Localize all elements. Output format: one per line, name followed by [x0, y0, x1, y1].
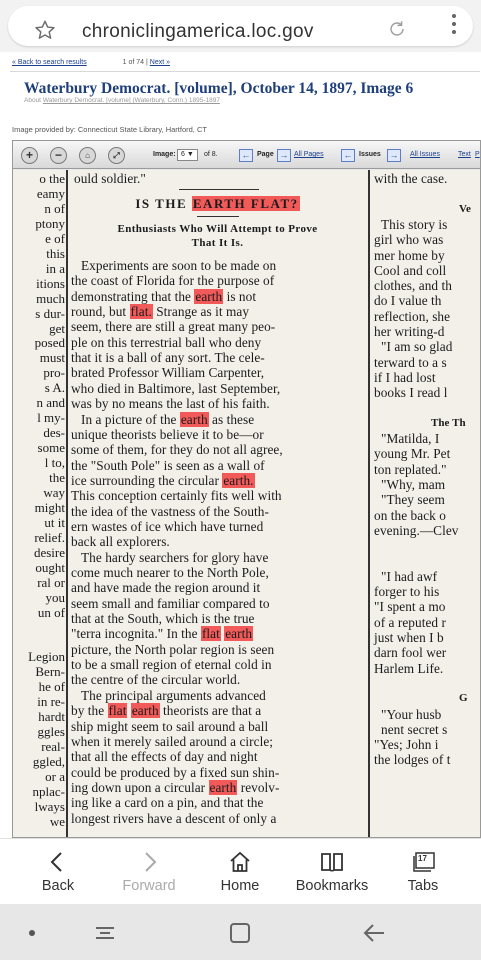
article-subheadline-2: That It Is.	[191, 237, 244, 249]
image-label: Image:	[153, 151, 176, 158]
right-column-line: her writing-d	[374, 324, 445, 339]
article-line: was by no means the last of his faith.	[71, 396, 270, 412]
left-column-line: might	[34, 499, 65, 515]
left-column-line: nplac-	[32, 783, 65, 799]
right-column-line: darn fool wer	[374, 645, 447, 661]
highlighted-term: earth	[225, 626, 253, 642]
right-column-line: This story is	[381, 216, 448, 232]
highlighted-term: earth	[195, 288, 223, 304]
back-arrow-icon	[48, 851, 68, 873]
article-line: The hardy searchers for glory have	[81, 549, 269, 565]
article-column	[69, 170, 366, 838]
left-column-line: must	[39, 350, 65, 366]
reload-icon[interactable]	[386, 18, 408, 40]
fullscreen-icon[interactable]: ⤢	[108, 147, 125, 164]
tab-count: 17	[418, 854, 427, 863]
article-line: The principal arguments advanced	[81, 687, 266, 703]
article-line: the coast of Florida for the purpose of	[71, 273, 275, 289]
left-column-line: we	[49, 813, 65, 829]
left-column-line: e of	[45, 230, 65, 246]
left-column-line: s A.	[44, 380, 65, 396]
right-column-line: on the back o	[374, 507, 446, 523]
left-column-line: n and	[36, 395, 65, 411]
right-column-line: nent secret s	[381, 721, 448, 737]
right-column-line: clothes, and th	[374, 278, 452, 294]
article-line: seem, there are still a great many peo-	[71, 319, 276, 335]
left-column-line: un of	[37, 604, 65, 620]
highlighted-term: flat	[108, 703, 127, 719]
menu-icon[interactable]	[452, 14, 456, 38]
article-line: by the flat earth theorists are that a	[71, 703, 262, 719]
zoom-in-button[interactable]: +	[21, 147, 38, 164]
right-column-line: just when I b	[374, 630, 444, 645]
about-line: About Waterbury Democrat. [volume] (Waterbury, Conn.) 1895-1897	[24, 97, 220, 104]
left-column-line: way	[43, 484, 65, 500]
left-column-line: or a	[45, 769, 65, 784]
article-line: In a picture of the earth as these	[81, 411, 255, 427]
right-column-line: reflection, she	[374, 308, 451, 324]
right-column-line: "I am so glad	[381, 339, 453, 355]
article-line: when it merely sailed around a circle;	[71, 733, 274, 749]
article-line: This conception certainly fits well with	[71, 488, 282, 504]
highlighted-term: EARTH FLAT?	[192, 196, 299, 211]
left-column-line: much	[36, 290, 65, 306]
right-column-line: "Matilda, I	[381, 431, 440, 447]
highlighted-term: earth	[180, 411, 208, 427]
previous-issue-icon[interactable]: ←	[341, 149, 355, 162]
left-column-line: lways	[34, 798, 65, 814]
next-link[interactable]: Next »	[149, 59, 171, 66]
right-column-line: books I read l	[374, 385, 448, 401]
right-column-line: The Th	[431, 416, 466, 429]
result-position: 1 of 74	[122, 59, 145, 66]
left-column-line: hardt	[38, 709, 65, 725]
right-column-line: evening.—Clev	[374, 522, 459, 538]
article-line: ing down upon a circular earth revolv-	[71, 779, 280, 795]
highlighted-term: flat.	[130, 304, 152, 320]
right-column-line: "Your husb	[381, 706, 442, 722]
left-column-line: pro-	[43, 365, 65, 381]
article-line: longest rivers have a descent of only a	[71, 810, 277, 826]
article-line: and have made the region around it	[71, 580, 261, 596]
divider	[179, 189, 259, 190]
back-button[interactable]: Back	[19, 839, 97, 905]
right-column-line: the lodges of t	[374, 752, 451, 768]
left-column-line: des-	[43, 425, 65, 441]
right-column-line: girl who was	[374, 232, 444, 248]
left-column-line: desire	[33, 544, 65, 560]
article-subheadline: Enthusiasts Who Will Attempt to Prove	[117, 223, 318, 235]
article-headline: IS THE EARTH FLAT?	[135, 196, 299, 211]
right-column-line: mer home by	[374, 247, 445, 263]
right-column-line: G	[459, 692, 468, 705]
left-column-line: itions	[36, 275, 65, 291]
article-line: come much nearer to the North Pole,	[71, 565, 269, 580]
viewer-toolbar	[13, 141, 481, 169]
article-line: round, but flat. Strange as it may	[71, 304, 250, 320]
right-column-line: with the case.	[374, 171, 448, 186]
home-button[interactable]: Home	[204, 839, 276, 905]
dot-icon[interactable]	[29, 930, 35, 936]
image-credit: Image provided by: Connecticut State Library, Hartford, CT	[12, 125, 207, 134]
right-column-line: Harlem Life.	[374, 660, 444, 676]
forward-arrow-icon	[139, 851, 159, 873]
article-line: the idea of the vastness of the South-	[71, 503, 269, 519]
right-column-line: "Yes; John i	[374, 737, 439, 753]
bookmarks-button[interactable]: Bookmarks	[287, 839, 377, 905]
left-column-line: real-	[41, 739, 65, 755]
article-line: the "South Pole" is seen as a wall of	[71, 457, 265, 473]
image-count: of 8.	[204, 151, 218, 158]
article-line: that it is a ball of any sort. The cele-	[71, 350, 265, 366]
back-icon[interactable]	[362, 922, 386, 944]
article-line: Experiments are soon to be made on	[81, 258, 277, 273]
left-column-line: Bern-	[35, 664, 65, 680]
page-label: Page	[257, 151, 274, 158]
forward-button[interactable]: Forward	[107, 839, 191, 905]
right-column-text	[371, 170, 481, 838]
left-column-line: the	[49, 470, 65, 485]
left-column-line: ral or	[37, 574, 65, 590]
left-column-line: get	[49, 320, 65, 336]
article-line: brated Professor William Carpenter,	[71, 365, 265, 381]
left-column-line: he of	[38, 679, 65, 695]
bookmarks-icon	[320, 851, 344, 873]
pdf-link[interactable]: P	[475, 151, 480, 158]
left-column-line: ggles	[37, 724, 65, 740]
right-column-line: "Why, mam	[381, 477, 446, 492]
highlighted-term: earth	[131, 703, 159, 719]
right-column-line: "I spent a mo	[374, 599, 446, 615]
highlighted-term: earth.	[223, 472, 254, 488]
left-column-line: this	[46, 245, 65, 261]
article-line: ship might seem to sail around a ball	[71, 718, 269, 734]
page-image-viewer[interactable]	[12, 140, 481, 838]
article-line: to be a small region of eternal cold in	[71, 657, 272, 673]
highlighted-term: flat	[201, 626, 220, 642]
article-line: could be produced by a fixed sun shin-	[71, 764, 280, 780]
left-column-line: in re-	[37, 694, 65, 710]
left-column-line: posed	[34, 335, 65, 351]
tabs-button[interactable]: 17 Tabs	[396, 839, 450, 905]
recents-icon[interactable]	[94, 924, 116, 942]
issues-label: Issues	[359, 151, 381, 158]
left-column-line: some	[37, 440, 65, 456]
article-line: ple on this terrestrial ball who deny	[71, 334, 262, 350]
article-top-line: ould soldier."	[74, 171, 146, 186]
left-column-line: ggled,	[32, 754, 65, 770]
newspaper-page-image[interactable]	[13, 170, 481, 838]
article-line: ice surrounding the circular earth.	[71, 472, 254, 488]
left-column-text	[15, 170, 65, 838]
right-column-line: "They seem	[381, 492, 445, 508]
highlighted-term: earth	[209, 779, 237, 795]
right-column-line: of a reputed r	[374, 614, 446, 630]
article-line: "terra incognita." In the flat earth	[71, 626, 253, 642]
article-line: some of them, for they do not all agree,	[71, 442, 283, 458]
all-pages-link[interactable]: All Pages	[294, 151, 324, 158]
back-to-results-link[interactable]: « Back to search results	[12, 59, 87, 66]
article-line: who died in Baltimore, last September,	[71, 380, 281, 396]
right-column-line: "I had awf	[381, 568, 438, 584]
url-text[interactable]: chroniclingamerica.loc.gov	[82, 21, 314, 42]
right-column-line: if I had lost	[374, 369, 436, 385]
left-column-line: you	[45, 589, 65, 605]
star-icon[interactable]	[34, 19, 56, 41]
right-column-line: young Mr. Pet	[374, 446, 451, 462]
right-column-line: Ve	[459, 202, 471, 215]
left-column-line: in a	[45, 260, 65, 276]
about-link[interactable]: Waterbury Democrat. [volume] (Waterbury, Conn.) 1895-1897	[42, 97, 220, 104]
left-column-line: ought	[35, 559, 65, 575]
article-line: picture, the North polar region is seen	[71, 641, 275, 657]
divider	[197, 216, 239, 217]
article-line: seem small and familiar compared to	[71, 595, 270, 611]
browser-url-bar	[0, 0, 481, 52]
left-column-line: l my-	[37, 410, 65, 426]
right-column-line: ton replated."	[374, 461, 447, 477]
home-square-icon[interactable]	[229, 922, 251, 944]
left-column-line: ptony	[35, 215, 65, 231]
article-line: demonstrating that the earth is not	[71, 288, 257, 304]
left-column-line: l to,	[44, 455, 65, 471]
address-field[interactable]	[8, 6, 473, 46]
next-issue-icon[interactable]: →	[387, 149, 401, 162]
right-column-line: terward to a s	[374, 354, 447, 370]
browser-bottom-nav	[0, 838, 481, 904]
article-line: ing like a card on a pin, and that the	[71, 795, 264, 811]
image-select[interactable]: 6 ▼	[177, 149, 198, 161]
next-page-icon[interactable]: →	[277, 149, 291, 162]
left-column-line: ut it	[44, 514, 65, 530]
all-issues-link[interactable]: All Issues	[410, 151, 440, 158]
article-line: unique theorists believe it to be—or	[71, 426, 264, 442]
article-line: the centre of the circular world.	[71, 672, 241, 688]
left-column-line: eamy	[36, 185, 65, 201]
article-line: ern wastes of ice which have turned	[71, 518, 264, 534]
article-line: back all explorers.	[71, 534, 170, 550]
left-column-line: n of	[44, 200, 65, 216]
result-navigation: « Back to search results 1 of 74 | Next »	[12, 59, 171, 66]
home-view-icon[interactable]: ⌂	[79, 147, 96, 164]
divider	[10, 71, 480, 72]
right-column-line: forger to his	[374, 584, 440, 600]
right-column-line: Cool and coll	[374, 262, 447, 278]
home-icon	[229, 851, 251, 873]
left-column-line: o the	[39, 171, 65, 186]
left-column-line: relief.	[34, 529, 65, 545]
left-column-line: Legion	[28, 649, 65, 665]
previous-page-icon[interactable]: ←	[239, 149, 253, 162]
system-nav-bar	[0, 904, 481, 960]
article-line: that all the effects of day and night	[71, 749, 258, 765]
article-line: that at the South, which is the true	[71, 611, 255, 627]
left-column-line: s dur-	[35, 305, 65, 321]
zoom-out-button[interactable]: −	[50, 147, 67, 164]
column-rule	[368, 170, 370, 838]
right-column-line: do I value th	[374, 293, 442, 309]
page-title: Waterbury Democrat. [volume], October 14, 1897, Image 6	[24, 80, 414, 97]
column-rule	[66, 170, 68, 838]
text-link[interactable]: Text	[458, 151, 471, 158]
